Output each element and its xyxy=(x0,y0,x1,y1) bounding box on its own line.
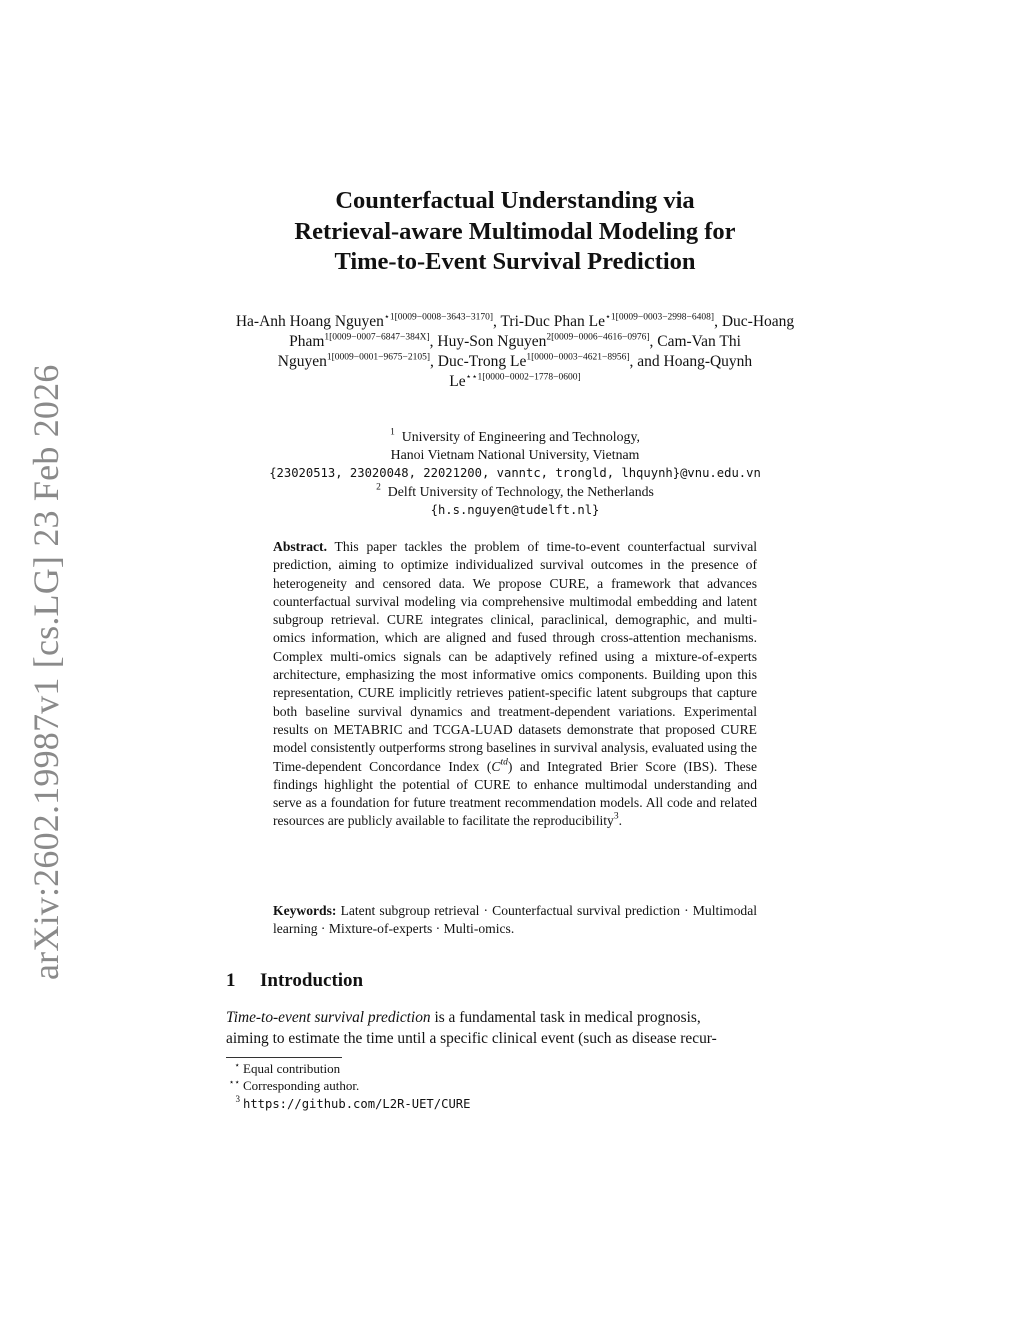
abstract-end: . xyxy=(618,813,622,829)
keywords-text: Latent subgroup retrieval · Counterfactual survival prediction · Multimodal learning · Mixture-of-experts · Multi-omics. xyxy=(273,903,757,937)
title-line: Counterfactual Understanding via xyxy=(335,187,695,214)
author-sup: ⋆⋆1[0000−0002−1778−0600] xyxy=(465,372,581,383)
footnote-rule xyxy=(226,1057,342,1058)
section-heading xyxy=(226,970,363,992)
author-name: Cam-Van Thi Nguyen xyxy=(277,333,741,370)
affiliation-mark: 2 xyxy=(376,481,381,492)
author-name: Huy-Son Nguyen xyxy=(437,333,547,350)
author-name: Tri-Duc Phan Le xyxy=(500,313,605,330)
footnote: 3 https://github.com/L2R-UET/CURE xyxy=(235,1094,471,1111)
title-line: Time-to-Event Survival Prediction xyxy=(334,248,696,275)
keywords-label: Keywords: xyxy=(273,903,337,918)
affiliation-line: Delft University of Technology, the Netherlands xyxy=(387,483,654,499)
footnote-text: Equal contribution xyxy=(243,1061,341,1076)
body-text: aiming to estimate the time until a specific clinical event (such as disease recur- xyxy=(226,1029,717,1047)
author-sup: 2[0009−0006−4616−0976] xyxy=(546,332,650,343)
keywords xyxy=(273,902,757,939)
abstract-text: ) and Integrated Brier Score (IBS). These findings highlight the potential of CURE to enhance multimodal understanding and serve as a foundation for future treatment recommendation models. All code and related resources are publicly available to facilitate the reproducibility xyxy=(273,758,758,829)
author-sup: ⋆1[0009−0008−3643−3170] xyxy=(383,312,494,323)
author-sup: 1[0000−0003−4621−8956] xyxy=(526,352,630,363)
math-symbol: C xyxy=(491,758,501,774)
email-list: {h.s.nguyen@tudelft.nl} xyxy=(430,502,600,517)
author-sup: 1[0009−0007−6847−384X] xyxy=(324,332,430,343)
affiliations xyxy=(222,428,808,519)
author-name: Hoang-Quynh Le xyxy=(449,353,753,390)
author-name: Duc-Hoang Pham xyxy=(289,313,795,350)
section-number: 1 xyxy=(226,970,236,991)
paper-title xyxy=(220,186,810,278)
footnote-link[interactable]: https://github.com/L2R-UET/CURE xyxy=(243,1096,471,1111)
footnote: ⋆⋆ Corresponding author. xyxy=(228,1077,360,1094)
author-name: Duc-Trong Le xyxy=(437,353,527,370)
arxiv-stamp: arXiv:2602.19987v1 [cs.LG] 23 Feb 2026 xyxy=(26,364,66,980)
footnote-ref: 3 xyxy=(613,811,619,822)
footnote: ⋆ Equal contribution xyxy=(234,1059,341,1076)
affiliation-mark: 1 xyxy=(390,427,395,438)
author-name: Ha-Anh Hoang Nguyen xyxy=(235,313,384,330)
email-list: {23020513, 23020048, 22021200, vanntc, trongld, lhquynh}@vnu.edu.vn xyxy=(269,466,761,481)
affiliation-line: Hanoi Vietnam National University, Vietnam xyxy=(390,447,640,463)
abstract xyxy=(273,538,757,831)
body-paragraph xyxy=(226,1008,806,1049)
section-title: Introduction xyxy=(260,970,364,991)
body-italic: Time-to-event survival prediction xyxy=(226,1009,431,1026)
footnote-text: Corresponding author. xyxy=(243,1078,360,1094)
abstract-text: This paper tackles the problem of time-to-event counterfactual survival prediction, aiming to optimize individualized survival outcomes in the presence of heterogeneity and censored data. We propose CURE, a framework that advances counterfactual survival modeling via comprehensive multimodal embedding and latent subgroup retrieval. CURE integrates clinical, paraclinical, demographic, and multi-omics information, which are aligned and fused through cross-attention mechanisms. Complex multi-omics signals can be adaptively refined using a mixture-of-experts architecture, emphasizing the most informative omics components. Building upon this representation, CURE implicitly retrieves patient-specific latent subgroups that capture both baseline survival dynamics and treatment-dependent variations. Experimental results on METABRIC and TCGA-LUAD datasets demonstrate that proposed CURE model consistently outperforms strong baselines in survival analysis, evaluated using the Time-dependent Concordance Index ( xyxy=(273,539,758,774)
author-sup: ⋆1[0009−0003−2998−6408] xyxy=(604,312,715,323)
body-text: is a fundamental task in medical prognosis, xyxy=(430,1009,701,1026)
math-superscript: td xyxy=(500,756,508,767)
author-sup: 1[0009−0001−9675−2105] xyxy=(326,352,431,363)
abstract-label: Abstract. xyxy=(273,539,327,554)
footnotes xyxy=(226,1060,806,1113)
title-line: Retrieval-aware Multimodal Modeling for xyxy=(294,217,736,245)
author-list: Ha-Anh Hoang Nguyen$^{⋆1[0009-0008-3643-3170]}$, Tri-Duc Phan $Le^{⋆1[0009-0003-2998-6408]}$, Duc-Hoang Pham$^{1[0009-0007-6847-384X]}$, Huy-Son Nguyen$^{2[0009-0006-4616-0976]}$, Cam-Van Thi Nguyen$^{1[0009-0001-9675-2105]}$, Duc-Trong $Le^{1[0000-0003-4621-8956]}$, and Hoang-Quynh $Le^{⋆⋆1[0000-0002-1778-0600]}$ xyxy=(235,312,795,390)
affiliation-line: University of Engineering and Technology, xyxy=(401,429,640,444)
